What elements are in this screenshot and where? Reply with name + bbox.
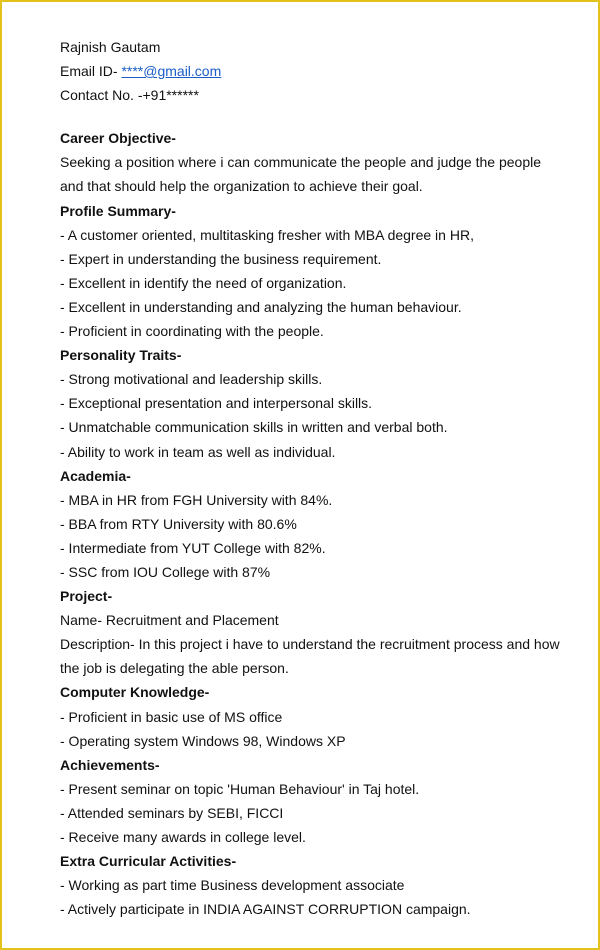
profile-summary-item: - Proficient in coordinating with the people. [60,323,324,340]
section-spacer [60,107,578,126]
personality-trait-item: - Ability to work in team as well as individual. [60,443,336,460]
project-description-line: the job is delegating the able person. [60,660,289,677]
email-label: Email ID- [60,63,122,80]
resume-content [60,35,578,921]
computer-knowledge-item: - Proficient in basic use of MS office [60,708,283,725]
academia-heading: Academia- [60,467,131,484]
profile-summary-item: - Excellent in identify the need of organization. [60,274,347,291]
contact-number: Contact No. -+91****** [60,87,199,104]
computer-knowledge-heading: Computer Knowledge- [60,684,210,701]
candidate-name: Rajnish Gautam [60,39,161,55]
personality-traits-heading: Personality Traits- [60,347,182,364]
academia-item: - BBA from RTY University with 80.6% [60,515,297,532]
computer-knowledge-item: - Operating system Windows 98, Windows XP [60,732,346,749]
achievement-item: - Attended seminars by SEBI, FICCI [60,804,284,821]
project-name: Name- Recruitment and Placement [60,612,279,629]
personality-trait-item: - Strong motivational and leadership skills. [60,371,323,388]
academia-item: - SSC from IOU College with 87% [60,563,271,580]
achievement-item: - Present seminar on topic 'Human Behaviour' in Taj hotel. [60,780,420,797]
career-objective-line: Seeking a position where i can communicate the people and judge the people [60,154,541,171]
profile-summary-item: - Expert in understanding the business requirement. [60,250,382,267]
personality-trait-item: - Unmatchable communication skills in written and verbal both. [60,419,448,436]
email-line [60,59,578,83]
career-objective-line: and that should help the organization to achieve their goal. [60,178,423,195]
academia-item: - MBA in HR from FGH University with 84%. [60,491,333,508]
extra-curricular-item: - Actively participate in INDIA AGAINST CORRUPTION campaign. [60,901,471,918]
extra-curricular-item: - Working as part time Business development associate [60,877,405,894]
project-description-line: Description- In this project i have to understand the recruitment process and how [60,636,560,653]
profile-summary-item: - Excellent in understanding and analyzing the human behaviour. [60,298,462,315]
email-link[interactable]: ****@gmail.com [121,63,222,80]
achievements-heading: Achievements- [60,756,160,773]
academia-item: - Intermediate from YUT College with 82%. [60,539,326,556]
profile-summary-item: - A customer oriented, multitasking fresher with MBA degree in HR, [60,226,474,243]
personality-trait-item: - Exceptional presentation and interpersonal skills. [60,395,373,412]
achievement-item: - Receive many awards in college level. [60,829,306,845]
project-heading: Project- [60,588,113,605]
extra-curricular-heading: Extra Curricular Activities- [60,853,237,870]
profile-summary-heading: Profile Summary- [60,202,176,219]
career-objective-heading: Career Objective- [60,130,176,147]
